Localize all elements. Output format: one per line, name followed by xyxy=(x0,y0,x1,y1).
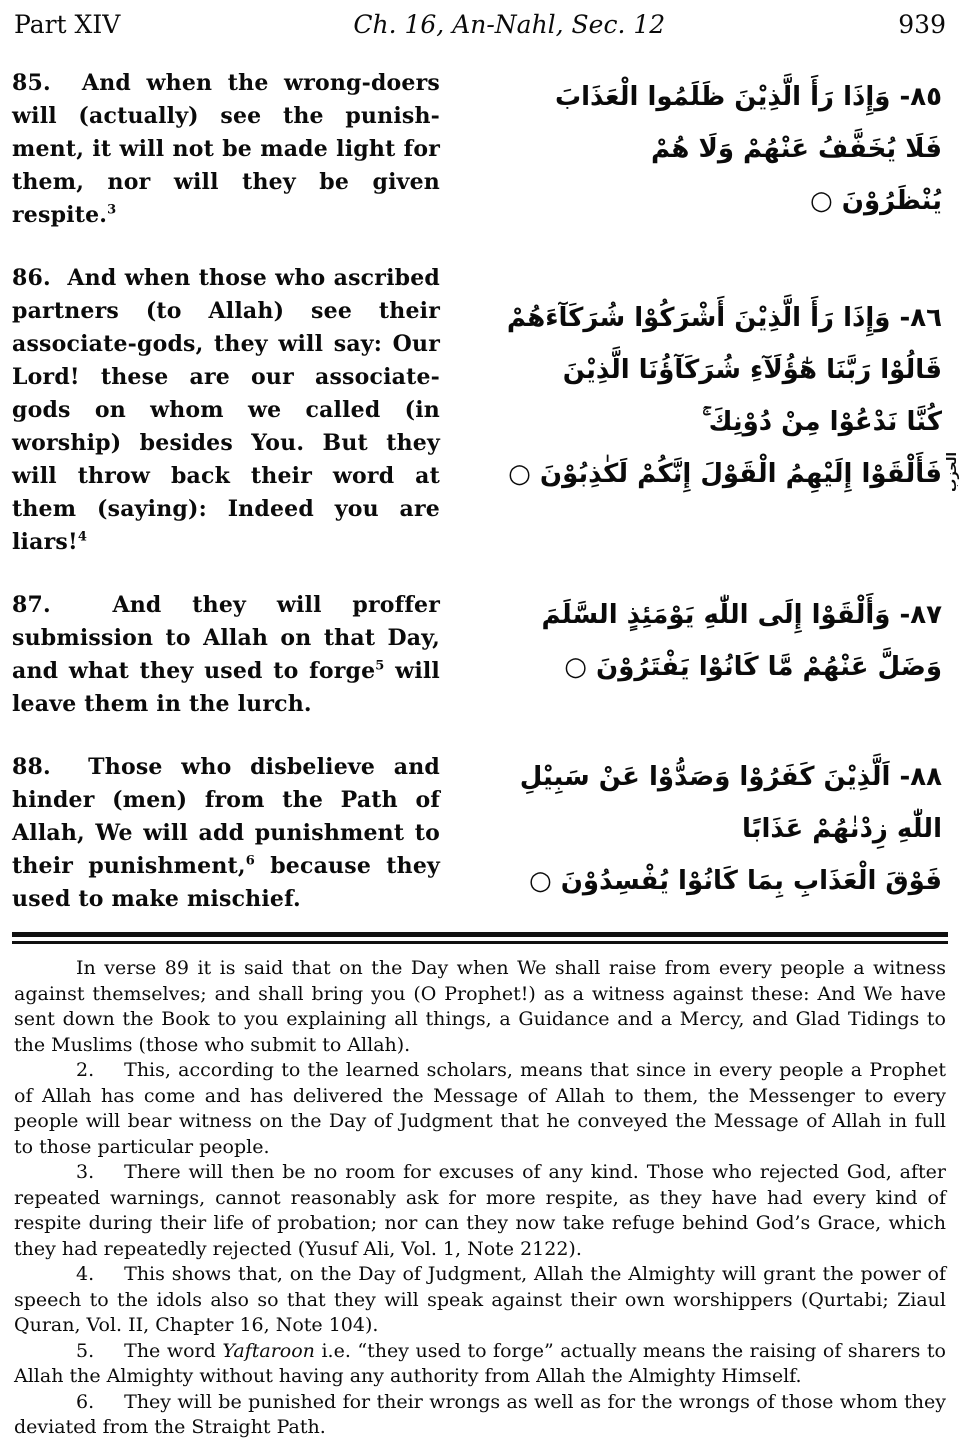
footnote-term-italic: Yaftaroon xyxy=(222,1339,315,1362)
arabic-line: كُنَّا نَدْعُوْا مِنْ دُوْنِكَ ۚ xyxy=(702,407,942,437)
verse-text: 88. Those who disbelieve and hinder (men) from the Path of Allah, We will add punishment to their punishment, xyxy=(12,754,440,879)
verse-86-english xyxy=(12,262,440,559)
footnote-text: This shows that, on the Day of Judgment, Allah the Almighty will grant the power of speech to the idols also so that they will speak against their own worshippers (Qurtabi; Ziaul Quran, Vol. II, Chapter 16, Note 104). xyxy=(14,1263,946,1336)
verse-text: 85. And when the wrong-doers will (actually) see the punish-ment, it will not be made light for them, nor will they be given respite. xyxy=(12,70,440,228)
footnote-divider xyxy=(12,932,948,944)
footnote-ref: 4 xyxy=(77,529,88,545)
footnote-ref: 5 xyxy=(375,658,385,674)
footnote-6 xyxy=(14,1390,946,1441)
arabic-line: قَالُوْا رَبَّنَا هٰٓؤُلَآءِ شُرَكَآؤُنَا الَّذِيْنَ xyxy=(562,355,942,385)
margin-juz-marker: الحزب xyxy=(945,452,960,492)
footnote-intro xyxy=(14,956,946,1058)
footnote-number: 4. xyxy=(76,1263,95,1285)
verse-86-arabic xyxy=(454,262,948,559)
verse-87-english xyxy=(12,589,440,721)
verse-text: because they used to make mischief. xyxy=(12,853,441,912)
footnote-text: The word xyxy=(124,1339,223,1362)
verse-text: 86. And when those who ascribed partners (to Allah) see their associate-gods, they will say: Our Lord! these are our associate-gods on whom we called (in worship) besides You. But they will throw back their word at them (saying): Indeed you are liars! xyxy=(12,265,440,555)
footnote-number: 6. xyxy=(76,1390,95,1413)
verse-88-row xyxy=(12,751,948,916)
verse-87-arabic xyxy=(454,589,948,721)
arabic-line: ٨٦- وَإِذَا رَأَ الَّذِيْنَ أَشْرَكُوْا شُرَكَآءَهُمْ xyxy=(506,303,942,333)
arabic-line: اللّٰهِ زِدْنٰهُمْ عَذَابًا xyxy=(741,814,942,844)
arabic-line: فَوْقَ الْعَذَابِ بِمَا كَانُوْا يُفْسِدُوْنَ ○ xyxy=(528,866,942,896)
footnote-4 xyxy=(14,1262,946,1339)
verse-85-english xyxy=(12,67,440,232)
arabic-line: فَأَلْقَوْا إِلَيْهِمُ الْقَوْلَ إِنَّكُمْ لَكٰذِبُوْنَ ○ xyxy=(508,459,942,489)
footnote-text: They will be punished for their wrongs as well as for the wrongs of those whom they deviated from the Straight Path. xyxy=(14,1390,946,1438)
verse-87-row xyxy=(12,589,948,721)
footnote-text: In verse 89 it is said that on the Day when We shall raise from every people a witness against themselves; and shall bring you (O Prophet!) as a witness against these: And We have sent down the Book to you explaining all things, a Guidance and a Mercy, and Glad Tidings to the Muslims (those who submit to Allah). xyxy=(14,957,946,1056)
arabic-line: ٨٥- وَإِذَا رَأَ الَّذِيْنَ ظَلَمُوا الْعَذَابَ xyxy=(554,82,942,112)
footnotes-section xyxy=(12,952,948,1441)
footnote-number: 2. xyxy=(76,1059,95,1081)
footnote-2 xyxy=(14,1058,946,1160)
footnote-number: 5. xyxy=(76,1339,95,1362)
arabic-line: وَضَلَّ عَنْهُمْ مَّا كَانُوْا يَفْتَرُوْنَ ○ xyxy=(564,652,942,682)
footnote-text: This, according to the learned scholars, means that since in every people a Prophet of Allah has come and has delivered the Message of Allah to them, the Messenger to every people will bear witness on the Day of Judgment that he conveyed the Message of Allah in full to those particular people. xyxy=(14,1059,946,1158)
verse-85-arabic xyxy=(454,67,948,232)
footnote-3 xyxy=(14,1160,946,1262)
arabic-line: ٨٧- وَأَلْقَوْا إِلَى اللّٰهِ يَوْمَئِذٍ السَّلَمَ xyxy=(541,600,942,630)
verse-88-arabic xyxy=(454,751,948,916)
arabic-line: ٨٨- اَلَّذِيْنَ كَفَرُوْا وَصَدُّوْا عَنْ سَبِيْلِ xyxy=(519,762,942,792)
verse-86-row xyxy=(12,262,948,559)
verse-85-row xyxy=(12,67,948,232)
footnote-text: i.e. “they used to forge” actually means the raising of sharers to Allah the Almighty without having any authority from Allah the Almighty Himself. xyxy=(14,1339,946,1387)
footnote-text: There will then be no room for excuses of any kind. Those who rejected God, after repeated warnings, cannot reasonably ask for more respite, as they have had every kind of respite during their life of probation; nor can they now take refuge behind God’s Grace, which they had repeatedly rejected (Yusuf Ali, Vol. 1, Note 2122). xyxy=(14,1161,946,1260)
verses-section xyxy=(12,67,948,916)
verse-88-english xyxy=(12,751,440,916)
arabic-line: فَلَا يُخَفَّفُ عَنْهُمْ وَلَا هُمْ xyxy=(650,134,942,164)
verse-text: will leave them in the lurch. xyxy=(12,658,440,717)
footnote-5 xyxy=(14,1339,946,1390)
footnote-ref: 6 xyxy=(245,853,255,869)
header-chapter-title: Ch. 16, An-Nahl, Sec. 12 xyxy=(353,10,666,39)
header-part-label: Part XIV xyxy=(14,10,121,39)
header-page-number: 939 xyxy=(898,10,946,39)
arabic-line: يُنْظَرُوْنَ ○ xyxy=(810,186,942,216)
page-header xyxy=(12,6,948,39)
verse-text: 87. And they will proffer submission to Allah on that Day, and what they used to forge xyxy=(12,592,440,684)
footnote-ref: 3 xyxy=(107,202,117,218)
footnote-number: 3. xyxy=(76,1161,95,1183)
